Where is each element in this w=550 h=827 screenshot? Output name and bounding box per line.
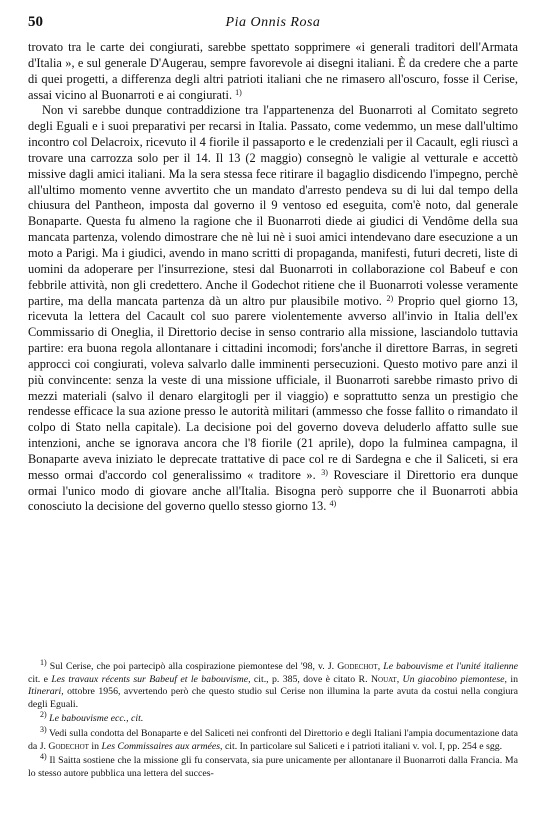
paragraph-2-text-a: Non vi sarebbe dunque contraddizione tra l'appartenenza del Buonarroti al Comitato segreto degli Eguali e i suoi preparativi per recarsi in Italia. Passato, come vedemmo, un mese dall'ultimo incontro col Delacroix, ricevuto il 4 fiorile il passaporto e le credenziali per il Cacault, egli riuscì a trovare una carrozza solo per il 14. Il 13 (2 maggio) consegnò le valigie al vetturale e accettò missive dagli amici italiani. Ma la sera stessa fece ritirare il bagaglio disdicendo l'impegno, perchè all'ultimo momento venne avvertito che un mandato d'arresto pendeva su di lui dal tempo della chiusura del Pantheon, imposta dal governo il 9 ventoso ed eseguita, com'è noto, dal generale Bonaparte. Questa fu almeno la ragione che il Buonarroti diede ai giudici di Vendôme della sua mancata partenza, volendo dimostrare che nè lui nè i suoi amici intendevano dare esecuzione a un moto a Parigi. Ma i giudici, avendo in mano scritti di propaganda, manifesti, futuri decreti, liste di uomini da adoperare per l'insurrezione, stesi dal Buonarroti in collaborazione col Babeuf e con febbrile attività, non gli credettero. Anche il Godechot ritiene che il Buonarroti volesse veramente partire, ma della mancata partenza dà un altro pur plausibile motivo. — [28, 103, 518, 308]
footnote-1-title-2: Les travaux récents sur Babeuf et le babouvisme — [51, 673, 249, 685]
footnote-1-text-f: , in — [504, 673, 518, 685]
footnote-3-author: Godechot — [48, 740, 89, 752]
footnote-1-author-2: Nouat — [370, 673, 397, 685]
footnote-3-text-c: , cit. In particolare sul Saliceti e i patrioti italiani v. vol. I, pp. 254 e sgg. — [220, 740, 503, 752]
footnote-1-sep: , — [377, 661, 384, 672]
footnotes — [28, 658, 519, 780]
footnote-1-title: Le babouvisme et l'unité italienne — [383, 661, 518, 672]
paragraph-1 — [28, 40, 518, 103]
footnote-1-mark: 1) — [40, 658, 47, 667]
footnote-2 — [28, 710, 518, 726]
footnote-4-text: Il Saitta sostiene che la missione gli fu conservata, sia pure unicamente per allontanare il Buonarroti dalla Francia. Ma lo stesso autore pubblica una lettera del succes- — [28, 755, 518, 779]
footnote-2-text: , cit. — [126, 713, 144, 725]
page-number: 50 — [28, 14, 43, 30]
paragraph-2-text-b: Proprio quel giorno 13, ricevuta la lettera del Cacault col suo parere violentemente avverso all'invio in Italia dell'ex Commissario di Oneglia, il Direttorio decise in senso contrario alla missione, lasciandolo tuttavia partire: era buona regola allontanare i cittadini incomodi; fors'anche il direttore Barras, in segreti approcci coi congiurati, voleva salvarlo dalle imminenti persecuzioni. Questo motivo pare anzi il più convincente: senza la veste di una missione ufficiale, il Buonarroti sarebbe rimasto privo di mezzi materiali (salvo il denaro elargitogli per il viaggio) e soprattutto senza un prestigio che rendesse efficace la sua azione presso le autorità militari (ammesso che fosse fallito o rimandato il colpo di Stato nella capitale). La decisione poi del governo doveva deluderlo affatto sulle sue intenzioni, anche se ignorava ancora che l'8 fiorile (21 aprile), dopo la fulminea campagna, il Bonaparte aveva iniziato le deprecate trattative di pace col re di Sardegna e che il Saliceti, si era messo ormai d'accordo col generalissimo « traditore ». — [28, 293, 519, 482]
footnote-2-mark: 2) — [40, 710, 47, 720]
footnote-1-text: Sul Cerise, che poi partecipò alla cospirazione piemontese del '98, v. J. — [49, 661, 338, 672]
footnote-3-sep: in — [88, 740, 102, 752]
footnote-4-mark: 4) — [40, 752, 47, 762]
footnote-1-text-d: , cit., p. 385, dove è citato R. — [248, 673, 371, 685]
footnote-1 — [28, 658, 518, 711]
footnote-4 — [28, 752, 518, 780]
footnote-1-author: Godechot — [337, 661, 378, 672]
footnote-1-text-c: cit. e — [28, 673, 52, 685]
paragraph-2-text-c: Rovesciare il Direttorio era dunque ormai l'unico modo di giovare anche all'Italia. Bisogna però supporre che il Buonarroti abbia conosciuto la decisione del governo quello stesso giorno 13. — [28, 467, 518, 514]
footnote-3-mark: 3) — [40, 724, 47, 734]
footnote-3-text: Vedi sulla condotta del Bonaparte e del Saliceti nei confronti del Direttorio e degli Italiani l'ampia documentazione data da J. — [28, 727, 519, 752]
footnote-ref-3: 3) — [321, 467, 328, 477]
footnote-ref-1: 1) — [235, 87, 242, 97]
footnote-ref-2: 2) — [386, 293, 394, 303]
running-title: Pia Onnis Rosa — [225, 15, 321, 30]
footnote-ref-4: 4) — [329, 499, 337, 509]
footnote-2-title: Le babouvisme ecc. — [49, 713, 127, 725]
footnote-3-title: Les Commissaires aux armées — [101, 740, 221, 752]
footnote-1-title-3: Un giacobino piemontese — [402, 673, 505, 685]
footnote-3 — [28, 724, 519, 753]
paragraph-1-text: trovato tra le carte dei congiurati, sarebbe spettato sopprimere «i generali traditori dell'Armata d'Italia », e sul generale D'Augerau, sempre favorevole ai disegni italiani. È da credere che a parte di quei progetti, a differenza degli altri patrioti italiani che ne rimasero all'oscuro, fosse il Cerise, assai vicino al Buonarroti e ai congiurati. — [28, 40, 518, 102]
page — [28, 40, 518, 515]
body-text — [28, 40, 518, 515]
page-header — [28, 14, 518, 38]
footnote-1-sep-2: , — [396, 673, 403, 685]
footnote-1-text-g: , ottobre 1956, avvertendo però che questo studio sul Cerise non illumina la parte avuta da costui nella congiura degli Eguali. — [28, 686, 518, 710]
footnote-1-title-4: Itinerari — [28, 686, 62, 698]
paragraph-2 — [28, 103, 518, 515]
